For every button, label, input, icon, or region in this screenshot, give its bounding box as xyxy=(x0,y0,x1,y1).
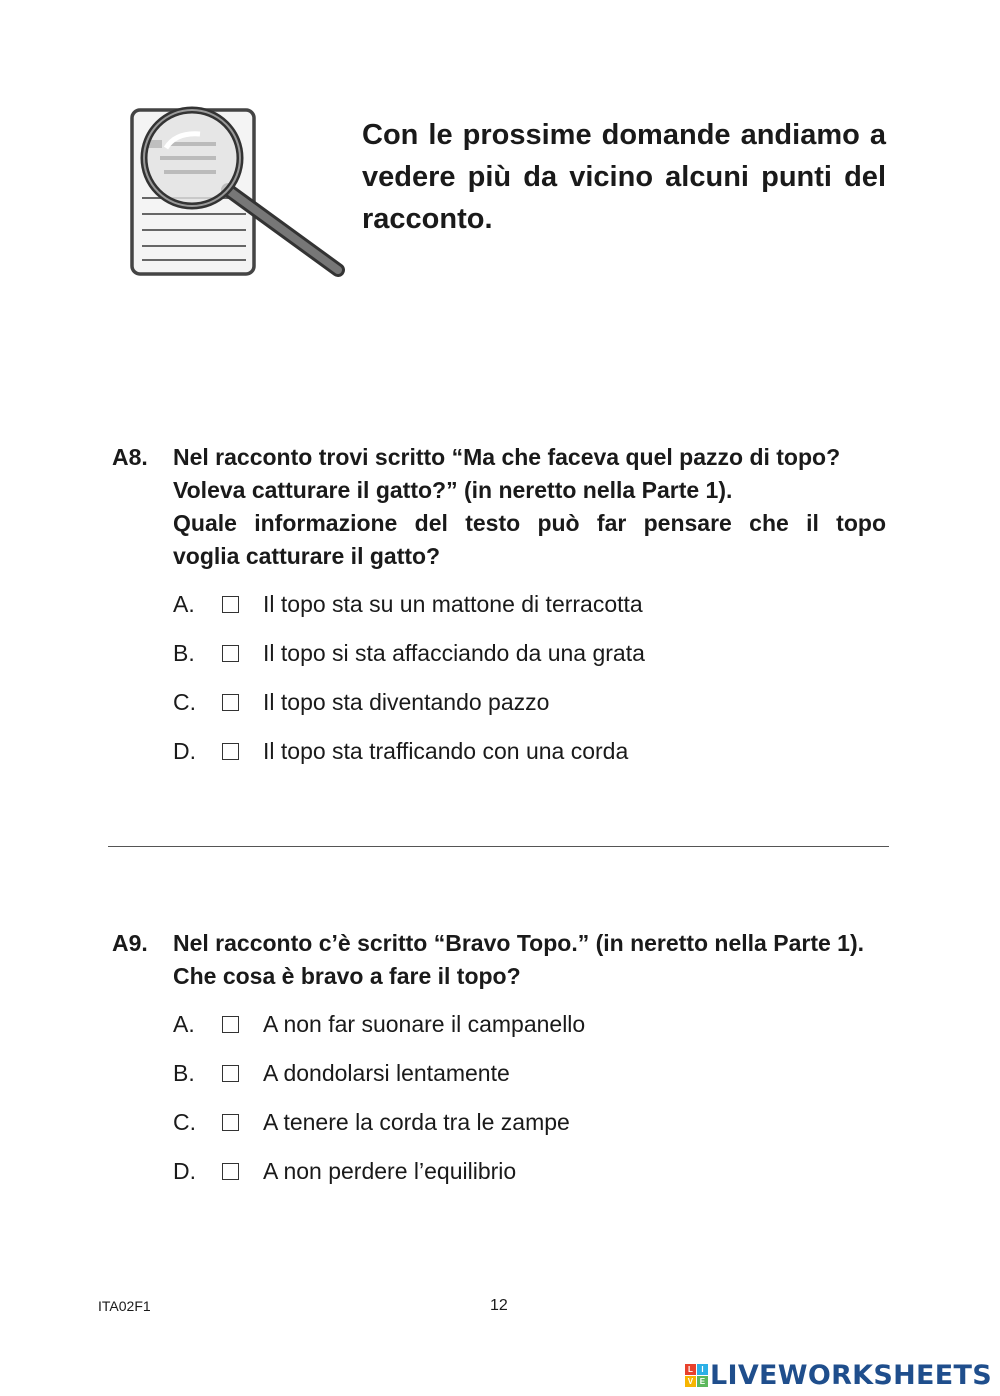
option-letter: A. xyxy=(173,1010,195,1037)
option-letter: C. xyxy=(173,688,196,715)
liveworksheets-logo-icon: L I V E xyxy=(685,1364,708,1387)
question-line: Quale informazione del testo può far pensare che il topo xyxy=(173,510,886,536)
option-text: A dondolarsi lentamente xyxy=(263,1059,510,1086)
answer-options xyxy=(173,589,645,766)
option-text: Il topo sta trafficando con una corda xyxy=(263,737,629,764)
question-line: Voleva catturare il gatto?” (in neretto nella Parte 1). xyxy=(173,477,733,503)
question-line: Nel racconto trovi scritto “Ma che faceva quel pazzo di topo? xyxy=(173,444,841,470)
question-number: A9. xyxy=(112,930,148,956)
question-number: A8. xyxy=(112,444,148,470)
option-text: Il topo si sta affacciando da una grata xyxy=(263,639,645,666)
option-letter: C. xyxy=(173,1108,196,1135)
brand-name: LIVEWORKSHEETS xyxy=(709,1360,992,1391)
checkbox[interactable] xyxy=(222,1016,239,1033)
option-text: Il topo sta su un mattone di terracotta xyxy=(263,590,643,617)
option-letter: D. xyxy=(173,737,196,764)
checkbox[interactable] xyxy=(222,1065,239,1082)
option-letter: A. xyxy=(173,590,195,617)
option-letter: B. xyxy=(173,1059,195,1086)
checkbox[interactable] xyxy=(222,596,239,613)
option-text: A non far suonare il campanello xyxy=(263,1010,586,1037)
answer-option[interactable] xyxy=(173,1156,585,1186)
question-text xyxy=(173,927,886,993)
magnifying-glass-over-document-icon xyxy=(128,106,350,284)
checkbox[interactable] xyxy=(222,1163,239,1180)
checkbox[interactable] xyxy=(222,694,239,711)
answer-options xyxy=(173,1009,585,1186)
page-number: 12 xyxy=(490,1297,508,1314)
document-code: ITA02F1 xyxy=(98,1298,151,1314)
option-text: Il topo sta diventando pazzo xyxy=(263,688,550,715)
answer-option[interactable] xyxy=(173,1009,585,1039)
answer-option[interactable] xyxy=(173,736,645,766)
option-letter: D. xyxy=(173,1157,196,1184)
option-text: A non perdere l’equilibrio xyxy=(263,1157,517,1184)
checkbox[interactable] xyxy=(222,743,239,760)
divider xyxy=(108,846,889,847)
checkbox[interactable] xyxy=(222,1114,239,1131)
answer-option[interactable] xyxy=(173,687,645,717)
option-text: A tenere la corda tra le zampe xyxy=(263,1108,570,1135)
question-line: Nel racconto c’è scritto “Bravo Topo.” (in neretto nella Parte 1). xyxy=(173,930,864,956)
option-letter: B. xyxy=(173,639,195,666)
answer-option[interactable] xyxy=(173,1058,585,1088)
question-line: Che cosa è bravo a fare il topo? xyxy=(173,963,521,989)
question-text xyxy=(173,441,886,573)
answer-option[interactable] xyxy=(173,1107,585,1137)
question-line: voglia catturare il gatto? xyxy=(173,543,441,569)
brand-watermark[interactable] xyxy=(685,1360,992,1391)
answer-option[interactable] xyxy=(173,638,645,668)
intro-text: Con le prossime domande andiamo a vedere più da vicino alcuni punti del racconto. xyxy=(362,119,886,235)
answer-option[interactable] xyxy=(173,589,645,619)
checkbox[interactable] xyxy=(222,645,239,662)
